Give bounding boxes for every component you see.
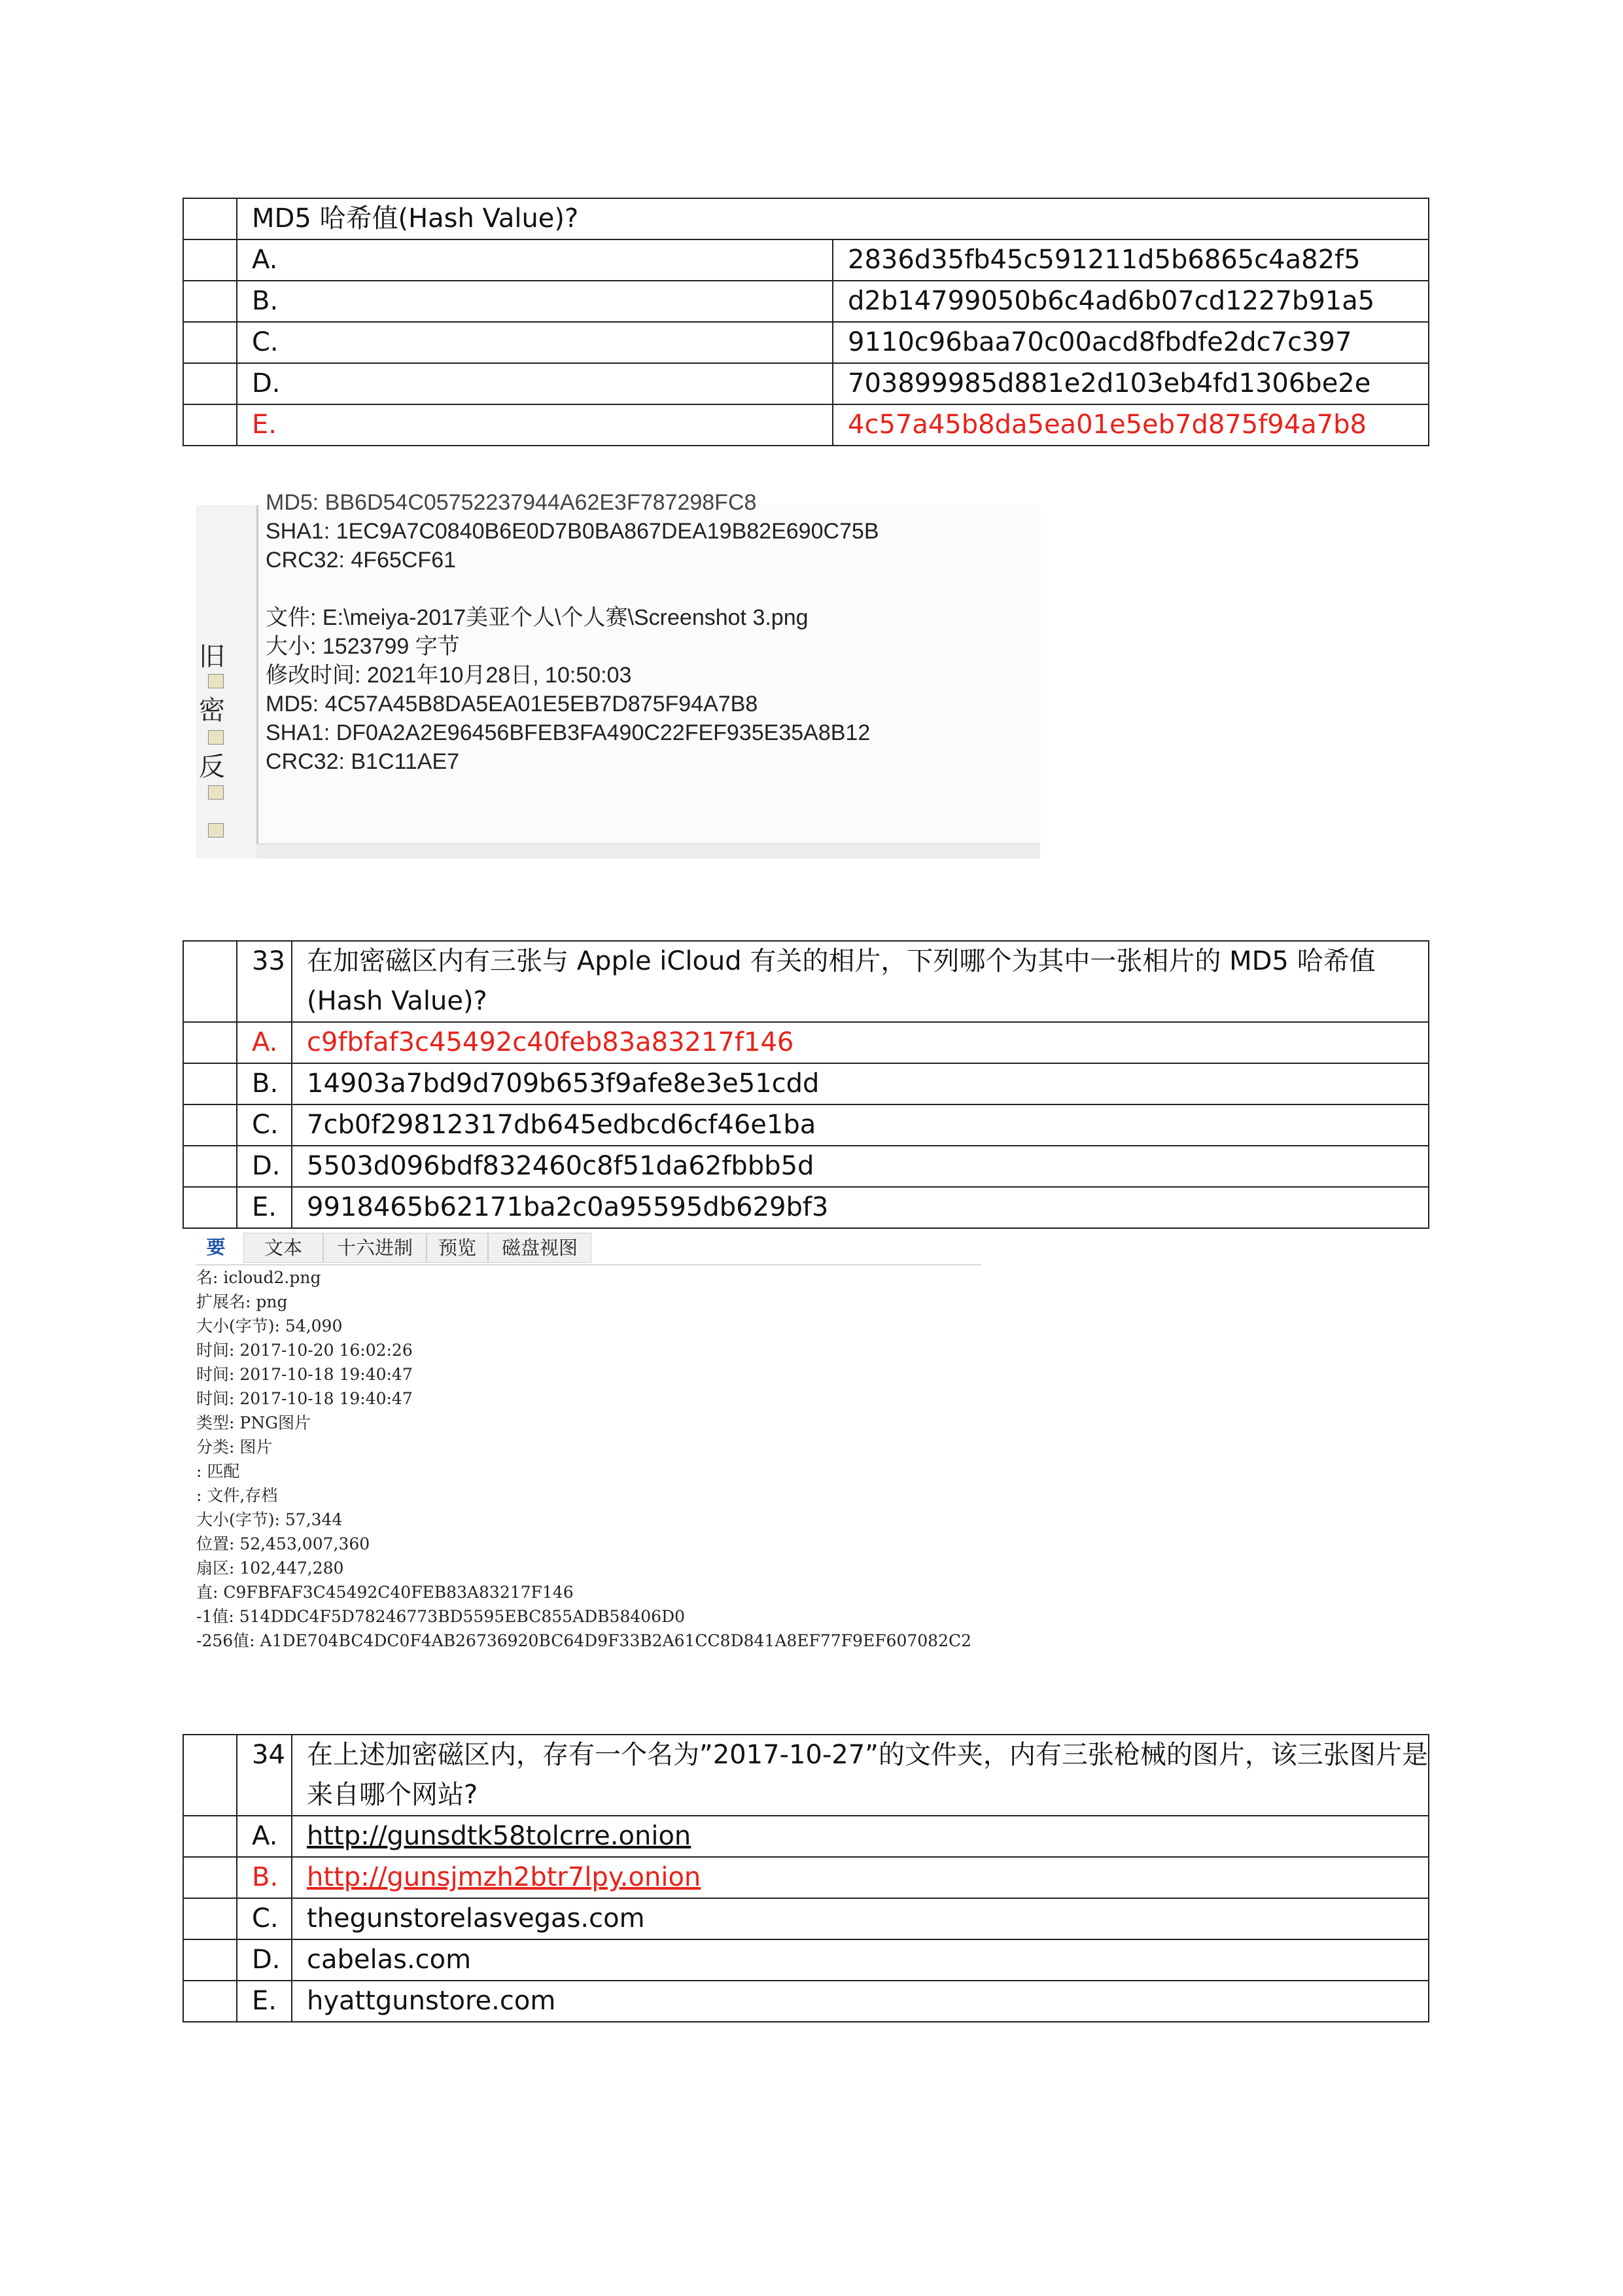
tab-hex[interactable]: 十六进制 bbox=[323, 1233, 427, 1263]
option-row-c bbox=[183, 322, 1429, 363]
tab-text[interactable]: 文本 bbox=[243, 1233, 323, 1263]
option-row-e bbox=[183, 1981, 1429, 2022]
property-row: -1值: 514DDC4F5D78246773BD5595EBC855ADB58406D0 bbox=[196, 1607, 686, 1626]
output-line: SHA1: 1EC9A7C0840B6E0D7B0BA867DEA19B82E690C75B bbox=[266, 519, 879, 544]
property-row: 类型: PNG图片 bbox=[196, 1413, 311, 1432]
property-row: 大小(字节): 57,344 bbox=[196, 1510, 343, 1529]
output-line: MD5: 4C57A45B8DA5EA01E5EB7D875F94A7B8 bbox=[266, 692, 758, 716]
question-32-table bbox=[183, 198, 1429, 446]
number-cell bbox=[183, 1735, 237, 1816]
property-row: 名: icloud2.png bbox=[196, 1268, 321, 1287]
hash-tool-screenshot bbox=[196, 490, 1040, 858]
option-link[interactable]: http://gunsjmzh2btr7lpy.onion bbox=[307, 1862, 701, 1892]
properties-list bbox=[196, 1265, 971, 1653]
file-icon bbox=[208, 730, 224, 745]
question-row bbox=[183, 198, 1429, 239]
option-row-a bbox=[183, 239, 1429, 281]
output-line bbox=[266, 574, 879, 603]
option-row-d bbox=[183, 1939, 1429, 1981]
output-line: MD5: BB6D54C05752237944A62E3F787298FC8 bbox=[266, 490, 757, 515]
option-letter: A. bbox=[237, 239, 833, 281]
tree-glyph: 密 bbox=[199, 696, 225, 726]
option-letter: E. bbox=[237, 1187, 292, 1228]
question-row bbox=[183, 941, 1429, 1022]
option-letter: C. bbox=[237, 1898, 292, 1939]
option-value: 7cb0f29812317db645edbcd6cf46e1ba bbox=[292, 1104, 1429, 1146]
option-letter: C. bbox=[237, 322, 833, 363]
property-row: 分类: 图片 bbox=[196, 1438, 273, 1457]
property-row: 位置: 52,453,007,360 bbox=[196, 1534, 370, 1553]
option-letter: D. bbox=[237, 1146, 292, 1187]
option-letter: A. bbox=[237, 1022, 292, 1063]
property-row: 大小(字节): 54,090 bbox=[196, 1316, 343, 1335]
option-value: 4c57a45b8da5ea01e5eb7d875f94a7b8 bbox=[833, 404, 1429, 446]
horizontal-scrollbar[interactable] bbox=[256, 843, 1040, 858]
option-value: 14903a7bd9d709b653f9afe8e3e51cdd bbox=[292, 1063, 1429, 1104]
option-value: thegunstorelasvegas.com bbox=[292, 1898, 1429, 1939]
option-letter: C. bbox=[237, 1104, 292, 1146]
question-text: 在上述加密磁区内，存有一个名为”2017-10-27”的文件夹，内有三张枪械的图片，该三张图片是来自哪个网站? bbox=[292, 1735, 1429, 1816]
option-letter: A. bbox=[237, 1816, 292, 1857]
option-letter: B. bbox=[237, 281, 833, 322]
option-value: 5503d096bdf832460c8f51da62fbbb5d bbox=[292, 1146, 1429, 1187]
property-row: 时间: 2017-10-20 16:02:26 bbox=[196, 1341, 413, 1360]
option-row-c bbox=[183, 1898, 1429, 1939]
folder-tree-panel bbox=[196, 505, 258, 858]
option-row-d bbox=[183, 363, 1429, 404]
property-row: 扩展名: png bbox=[196, 1292, 288, 1311]
number-cell bbox=[183, 941, 237, 1022]
option-value: d2b14799050b6c4ad6b07cd1227b91a5 bbox=[833, 281, 1429, 322]
file-icon bbox=[208, 823, 224, 838]
hash-output-text bbox=[266, 490, 879, 776]
property-row: 扇区: 102,447,280 bbox=[196, 1559, 344, 1578]
option-value: 9110c96baa70c00acd8fbdfe2dc7c397 bbox=[833, 322, 1429, 363]
option-row-c bbox=[183, 1104, 1429, 1146]
option-letter: D. bbox=[237, 1939, 292, 1981]
property-row: 时间: 2017-10-18 19:40:47 bbox=[196, 1389, 413, 1408]
option-value: c9fbfaf3c45492c40feb83a83217f146 bbox=[292, 1022, 1429, 1063]
output-line: 修改时间: 2021年10月28日, 10:50:03 bbox=[266, 663, 632, 688]
option-letter: E. bbox=[237, 1981, 292, 2022]
option-value: 9918465b62171ba2c0a95595db629bf3 bbox=[292, 1187, 1429, 1228]
property-row: : 匹配 bbox=[196, 1462, 240, 1481]
file-icon bbox=[208, 785, 224, 800]
option-letter: B. bbox=[237, 1063, 292, 1104]
tree-glyph: 反 bbox=[199, 752, 225, 782]
option-letter: B. bbox=[237, 1857, 292, 1898]
number-cell bbox=[183, 198, 237, 239]
question-number: 33 bbox=[237, 941, 292, 1022]
option-row-e-correct bbox=[183, 404, 1429, 446]
option-value: 2836d35fb45c591211d5b6865c4a82f5 bbox=[833, 239, 1429, 281]
question-row bbox=[183, 1735, 1429, 1816]
tree-glyph: 旧 bbox=[199, 642, 225, 672]
file-properties-screenshot bbox=[196, 1230, 981, 1649]
output-line: CRC32: 4F65CF61 bbox=[266, 548, 457, 573]
option-row-b bbox=[183, 1063, 1429, 1104]
question-33-table bbox=[183, 940, 1429, 1229]
tab-disk-view[interactable]: 磁盘视图 bbox=[488, 1233, 591, 1263]
option-row-d bbox=[183, 1146, 1429, 1187]
property-row: 时间: 2017-10-18 19:40:47 bbox=[196, 1365, 413, 1384]
output-line: 文件: E:\meiya-2017美亚个人\个人赛\Screenshot 3.png bbox=[266, 605, 809, 630]
option-value: 703899985d881e2d103eb4fd1306be2e bbox=[833, 363, 1429, 404]
output-line: 大小: 1523799 字节 bbox=[266, 634, 460, 659]
option-row-a-correct bbox=[183, 1022, 1429, 1063]
question-number: 34 bbox=[237, 1735, 292, 1816]
question-34-table bbox=[183, 1734, 1429, 2022]
option-row-e bbox=[183, 1187, 1429, 1228]
property-row: -256值: A1DE704BC4DC0F4AB26736920BC64D9F33B2A61CC8D841A8EF77F9EF607082C2 bbox=[196, 1631, 972, 1650]
property-row: : 文件,存档 bbox=[196, 1486, 278, 1505]
tab-summary[interactable]: 要 bbox=[196, 1233, 236, 1262]
option-link[interactable]: http://gunsdtk58tolcrre.onion bbox=[307, 1821, 691, 1851]
option-value: cabelas.com bbox=[292, 1939, 1429, 1981]
property-row: 直: C9FBFAF3C45492C40FEB83A83217F146 bbox=[196, 1583, 574, 1602]
option-row-a bbox=[183, 1816, 1429, 1857]
question-text: MD5 哈希值(Hash Value)? bbox=[237, 198, 1429, 239]
option-row-b bbox=[183, 281, 1429, 322]
option-value: hyattgunstore.com bbox=[292, 1981, 1429, 2022]
output-line: CRC32: B1C11AE7 bbox=[266, 749, 460, 774]
output-line: SHA1: DF0A2A2E96456BFEB3FA490C22FEF935E35A8B12 bbox=[266, 720, 871, 745]
option-letter: D. bbox=[237, 363, 833, 404]
option-row-b-correct bbox=[183, 1857, 1429, 1898]
folder-icon bbox=[208, 674, 224, 688]
properties-tab-bar bbox=[196, 1230, 981, 1265]
option-letter: E. bbox=[237, 404, 833, 446]
tab-preview[interactable]: 预览 bbox=[427, 1233, 488, 1263]
question-text: 在加密磁区内有三张与 Apple iCloud 有关的相片，下列哪个为其中一张相片的 MD5 哈希值(Hash Value)? bbox=[292, 941, 1429, 1022]
